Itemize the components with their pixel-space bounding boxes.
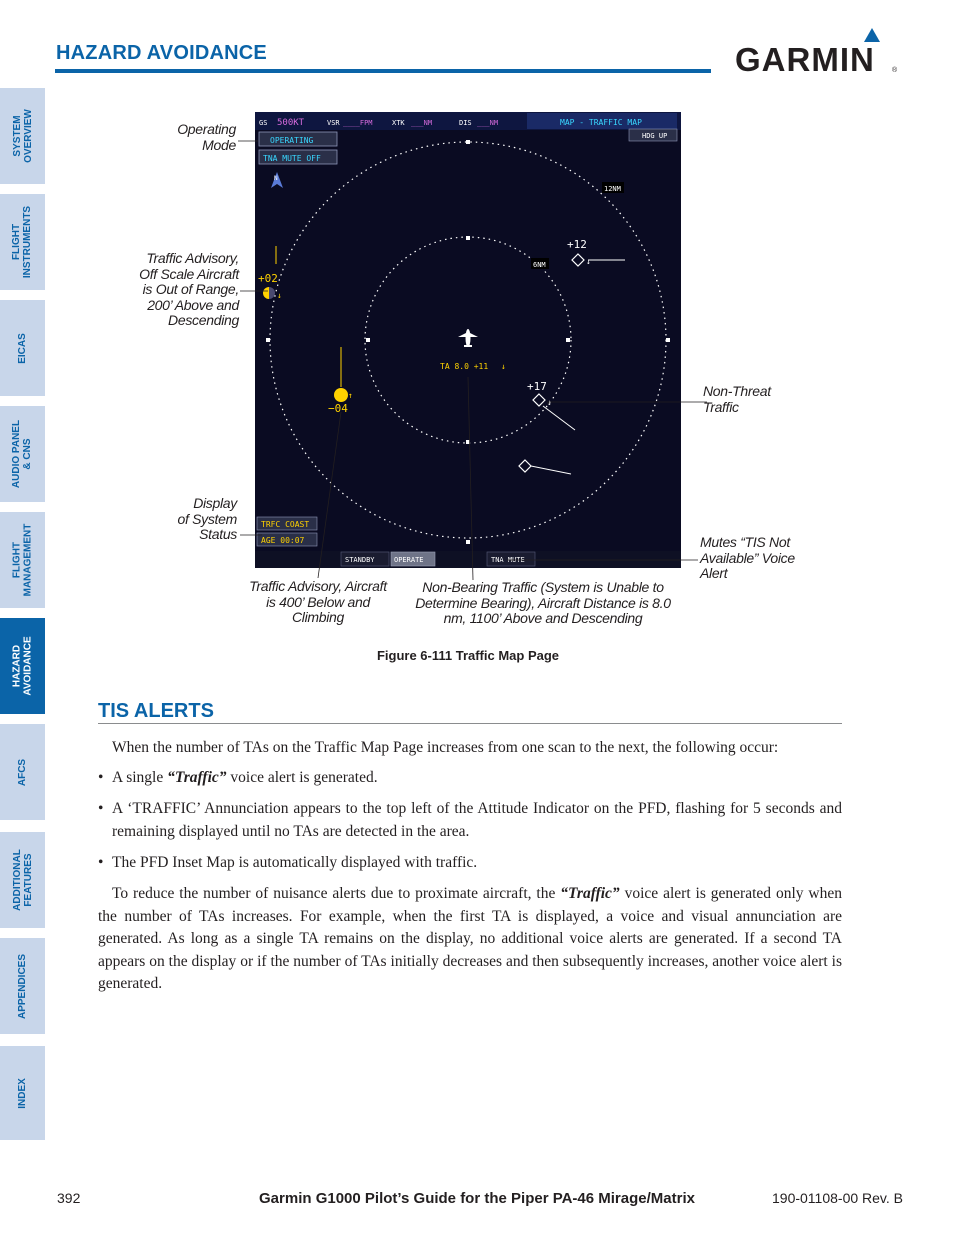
ta-below-label: −04 <box>328 402 348 415</box>
svg-text:N: N <box>274 175 278 182</box>
callout-non-bearing-traffic: Non-Bearing Traffic (System is Unable to Determine Bearing), Aircraft Distance is 8.0 nm, 1100’ Above and Descending <box>415 579 671 626</box>
traffic-plus17-label: +17 <box>527 380 547 393</box>
callout-operating-mode: Operating Mode <box>177 121 236 153</box>
svg-text:↓: ↓ <box>547 398 552 407</box>
inner-range-label: 6NM <box>533 261 546 269</box>
tab-eicas[interactable]: EICAS <box>0 300 45 396</box>
bullet-1-marker: • <box>98 769 104 786</box>
svg-text:↓: ↓ <box>277 291 282 300</box>
bullet-2-marker: • <box>98 800 104 817</box>
svg-text:500KT: 500KT <box>277 118 305 128</box>
tab-index[interactable]: INDEX <box>0 1046 45 1140</box>
callout-ta-below-climbing: Traffic Advisory, Aircraft is 400’ Below and Climbing <box>249 578 387 625</box>
tab-audio-panel-cns[interactable]: AUDIO PANEL & CNS <box>0 406 45 502</box>
section-title: TIS ALERTS <box>98 700 214 722</box>
tna-mute-status: TNA MUTE OFF <box>263 154 321 163</box>
svg-text:↓: ↓ <box>501 362 506 371</box>
figure-caption: Figure 6-111 Traffic Map Page <box>376 648 560 663</box>
bullet-2: A ‘TRAFFIC’ Annunciation appears to the top left of the Attitude Indicator on the PFD, flashing for 5 seconds and remaining displayed until no TAs are detected in the area. <box>112 800 842 840</box>
svg-text:GS: GS <box>259 119 268 127</box>
outer-range-label: 12NM <box>604 185 621 193</box>
tab-appendices[interactable]: APPENDICES <box>0 938 45 1034</box>
orientation-label: HDG UP <box>642 132 668 140</box>
status-age: AGE 00:07 <box>261 536 305 545</box>
svg-text:↓: ↓ <box>586 257 591 266</box>
status-trfc-coast: TRFC COAST <box>261 520 310 529</box>
ta-non-bearing-text: TA 8.0 +11 <box>440 362 489 371</box>
svg-text:XTK: XTK <box>392 119 405 127</box>
section-rule <box>98 723 842 724</box>
callout-system-status: Display of System Status <box>177 495 237 542</box>
nuisance-alert-paragraph: To reduce the number of nuisance alerts due to proximate aircraft, the “Traffic” voice alert is generated only when the number of TAs increases. For example, when the first TA is displayed, a voice and visual annunciation are generated. As long as a single TA remains on the display, no additional voice alerts are generated. If a second TA appears on the display or if the number of TAs initially decreases and then subsequently increases, another voice alert is generated. <box>98 885 843 992</box>
svg-text:↑: ↑ <box>348 391 353 400</box>
traffic-plus12-label: +12 <box>567 238 587 251</box>
bullet-3: The PFD Inset Map is automatically displayed with traffic. <box>112 854 478 871</box>
svg-text:DIS: DIS <box>459 119 472 127</box>
footer-title: Garmin G1000 Pilot’s Guide for the Piper PA-46 Mirage/Matrix <box>259 1190 695 1207</box>
tab-flight-management[interactable]: FLIGHT MANAGEMENT <box>0 512 45 608</box>
page-number: 392 <box>57 1190 81 1206</box>
callout-mutes-tis: Mutes “TIS Not Available” Voice Alert <box>700 534 795 581</box>
off-scale-ta-label: +02 <box>258 272 278 285</box>
callout-non-threat-traffic: Non-Threat Traffic <box>703 383 771 415</box>
svg-text:___NM: ___NM <box>477 119 499 127</box>
svg-text:____FPM: ____FPM <box>343 119 373 127</box>
tab-afcs[interactable]: AFCS <box>0 724 45 820</box>
garmin-wordmark: GARMIN <box>735 41 875 76</box>
operating-mode-label: OPERATING <box>270 136 314 145</box>
section-header-title: HAZARD AVOIDANCE <box>56 42 267 64</box>
tab-hazard-avoidance[interactable]: HAZARD AVOIDANCE <box>0 618 45 714</box>
svg-text:®: ® <box>892 67 898 74</box>
page-name: MAP - TRAFFIC MAP <box>560 118 642 127</box>
svg-text:___NM: ___NM <box>411 119 433 127</box>
tab-additional-features[interactable]: ADDITIONAL FEATURES <box>0 832 45 928</box>
bullet-1: A single “Traffic” voice alert is generated. <box>112 769 378 786</box>
tab-flight-instruments[interactable]: FLIGHT INSTRUMENTS <box>0 194 45 290</box>
bullet-3-marker: • <box>98 854 104 871</box>
softkey-tna-mute[interactable]: TNA MUTE <box>491 556 525 564</box>
intro-paragraph: When the number of TAs on the Traffic Map Page increases from one scan to the next, the following occur: <box>112 739 779 756</box>
softkey-standby[interactable]: STANDBY <box>345 556 375 564</box>
softkey-operate[interactable]: OPERATE <box>394 556 424 564</box>
callout-off-scale-ta: Traffic Advisory, Off Scale Aircraft is Out of Range, 200’ Above and Descending <box>139 250 239 328</box>
document-number: 190-01108-00 Rev. B <box>772 1190 904 1206</box>
tab-system-overview[interactable]: SYSTEM OVERVIEW <box>0 88 45 184</box>
svg-text:VSR: VSR <box>327 119 340 127</box>
